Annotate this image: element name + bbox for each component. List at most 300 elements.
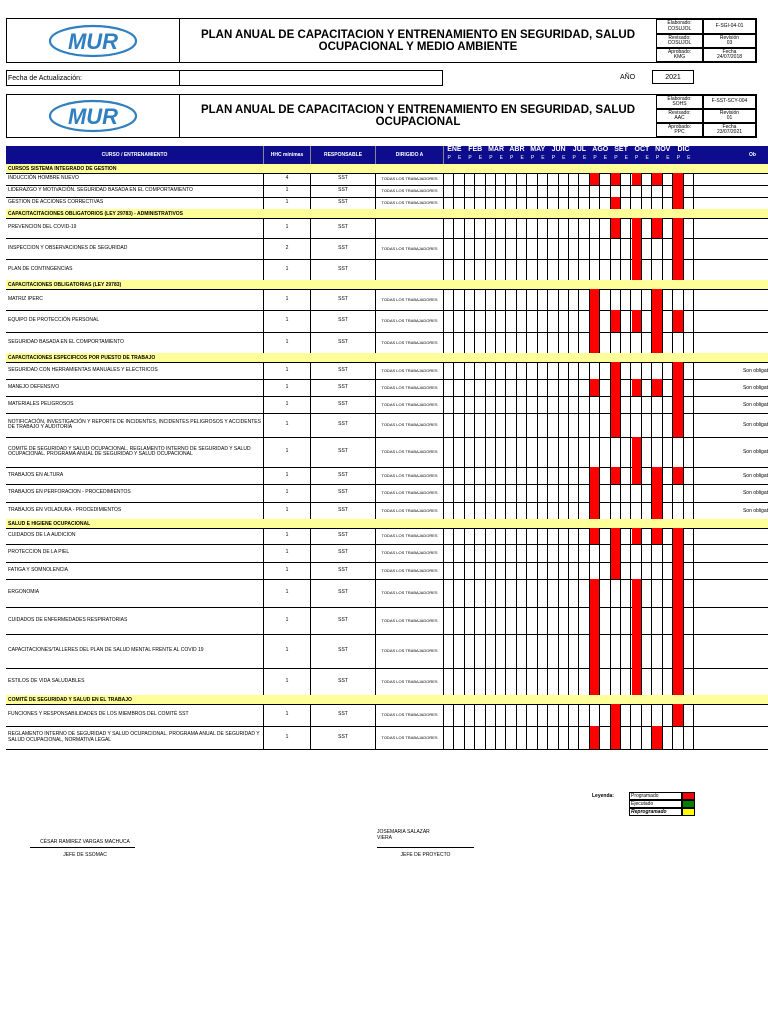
- col-dirigido-header: DIRIGIDO A: [376, 146, 444, 164]
- programmed-cell: [611, 396, 621, 413]
- schedule-cell: [454, 484, 464, 502]
- dirigido-a: TODAS LOS TRABAJADORES: [376, 528, 444, 544]
- col-curso-header: CURSO / ENTRENAMIENTO: [6, 146, 264, 164]
- schedule-cell: [652, 544, 662, 562]
- schedule-cell: [465, 607, 475, 634]
- schedule-cell: [663, 332, 673, 353]
- schedule-cell: [496, 185, 506, 197]
- table-row: [6, 502, 768, 520]
- course-name: CUIDADOS DE ENFERMEDADES RESPIRATORIAS: [6, 607, 264, 634]
- schedule-cell: [611, 332, 621, 353]
- schedule-cell: [465, 668, 475, 695]
- schedule-cell: [642, 544, 652, 562]
- observation: Son obligat: [742, 401, 768, 408]
- course-name: INSPECCION Y OBSERVACIONES DE SEGURIDAD: [6, 238, 264, 259]
- dirigido-a: TODAS LOS TRABAJADORES: [376, 607, 444, 634]
- schedule-cell: [517, 562, 527, 579]
- hhc-value: 1: [264, 259, 311, 280]
- schedule-cell: [559, 396, 569, 413]
- schedule-cell: [663, 362, 673, 379]
- programmed-cell: [590, 484, 600, 502]
- table-row: [6, 413, 768, 438]
- responsable: SST: [311, 173, 376, 185]
- dirigido-a: TODAS LOS TRABAJADORES: [376, 379, 444, 396]
- schedule-cell: [465, 528, 475, 544]
- schedule-cell: [569, 259, 579, 280]
- signature-2-line: [377, 847, 474, 848]
- schedule-cell: [496, 259, 506, 280]
- programmed-cell: [632, 259, 642, 280]
- schedule-cell: [548, 238, 558, 259]
- responsable: SST: [311, 502, 376, 519]
- schedule-cell: [538, 413, 548, 437]
- schedule-cell: [621, 413, 631, 437]
- schedule-cell: [559, 502, 569, 519]
- signature-1-line: [30, 847, 135, 848]
- schedule-cell: [496, 218, 506, 238]
- schedule-cell: [548, 413, 558, 437]
- schedule-cell: [527, 259, 537, 280]
- programmed-cell: [673, 173, 683, 185]
- schedule-cell: [590, 238, 600, 259]
- schedule-cell: [621, 173, 631, 185]
- schedule-cell: [454, 332, 464, 353]
- schedule-cell: [621, 668, 631, 695]
- schedule-cell: [517, 310, 527, 332]
- schedule-cell: [486, 413, 496, 437]
- schedule-cell: [496, 396, 506, 413]
- programmed-cell: [590, 310, 600, 332]
- schedule-cell: [465, 726, 475, 749]
- schedule-cell: [663, 218, 673, 238]
- schedule-cell: [642, 238, 652, 259]
- month-0: ENE: [444, 146, 465, 155]
- schedule-cell: [486, 197, 496, 209]
- course-name: ESTILOS DE VIDA SALUDABLES: [6, 668, 264, 695]
- dirigido-a: [376, 259, 444, 280]
- schedule-cell: [632, 362, 642, 379]
- schedule-cell: [527, 634, 537, 668]
- schedule-cell: [548, 362, 558, 379]
- schedule-cell: [673, 332, 683, 353]
- schedule-cell: [652, 396, 662, 413]
- section-title: CAPACITACIONES OBLIGATORIAS (LEY 29783): [8, 281, 122, 288]
- hhc-value: 1: [264, 668, 311, 695]
- schedule-cell: [444, 185, 454, 197]
- course-name: COMITÉ DE SEGURIDAD Y SALUD OCUPACIONAL. REGLAMENTO INTERNO DE SEGURIDAD Y SALUD OCUPACIONAL. PROGRAMA ANUAL DE SEGURIDAD Y SALUD OCUPACIONAL: [6, 437, 264, 467]
- schedule-cell: [559, 259, 569, 280]
- schedule-cell: [684, 668, 694, 695]
- course-name: LIDERAZGO Y MOTIVACIÓN. SEGURIDAD BASADA EN EL COMPORTAMIENTO: [6, 185, 264, 197]
- schedule-cell: [559, 310, 569, 332]
- course-name: PREVENCION DEL COVID-19: [6, 218, 264, 238]
- schedule-cell: [517, 289, 527, 310]
- schedule-cell: [486, 634, 496, 668]
- schedule-cell: [621, 502, 631, 519]
- schedule-cell: [611, 579, 621, 607]
- month-3: ABR: [507, 146, 528, 155]
- schedule-cell: [548, 173, 558, 185]
- schedule-cell: [652, 437, 662, 467]
- schedule-cell: [621, 259, 631, 280]
- dirigido-a: TODAS LOS TRABAJADORES: [376, 579, 444, 607]
- section-title: COMITÉ DE SEGURIDAD Y SALUD EN EL TRABAJO: [8, 696, 132, 703]
- table-row: [6, 579, 768, 608]
- schedule-cell: [663, 185, 673, 197]
- responsable: SST: [311, 379, 376, 396]
- schedule-cell: [444, 396, 454, 413]
- programmed-cell: [632, 579, 642, 607]
- programmed-cell: [611, 197, 621, 209]
- schedule-cell: [475, 668, 485, 695]
- schedule-cell: [600, 562, 610, 579]
- schedule-cell: [569, 668, 579, 695]
- schedule-cell: [496, 607, 506, 634]
- schedule-cell: [475, 218, 485, 238]
- schedule-cell: [642, 218, 652, 238]
- schedule-cell: [465, 259, 475, 280]
- document-title-2: PLAN ANUAL DE CAPACITACION Y ENTRENAMIENTO EN SEGURIDAD, SALUD OCUPACIONAL: [200, 104, 636, 128]
- ejecutado-col: E: [579, 155, 589, 164]
- schedule-cell: [444, 484, 454, 502]
- schedule-cell: [444, 579, 454, 607]
- schedule-cell: [475, 197, 485, 209]
- schedule-cell: [538, 185, 548, 197]
- schedule-cell: [527, 185, 537, 197]
- schedule-cell: [465, 502, 475, 519]
- schedule-cell: [600, 332, 610, 353]
- schedule-cell: [444, 668, 454, 695]
- schedule-cell: [642, 197, 652, 209]
- schedule-cell: [621, 362, 631, 379]
- schedule-cell: [600, 413, 610, 437]
- col-hhc-header: HHC mínimas: [264, 146, 311, 164]
- schedule-cell: [527, 396, 537, 413]
- schedule-cell: [454, 413, 464, 437]
- programmed-cell: [652, 502, 662, 519]
- programmed-cell: [673, 579, 683, 607]
- schedule-cell: [590, 259, 600, 280]
- schedule-cell: [527, 332, 537, 353]
- schedule-cell: [444, 528, 454, 544]
- schedule-cell: [496, 528, 506, 544]
- section-title: CURSOS SISTEMA INTEGRADO DE GESTION: [8, 165, 117, 172]
- schedule-cell: [496, 668, 506, 695]
- update-date-value: [179, 70, 443, 86]
- course-name: FUNCIONES Y RESPONSABILIDADES DE LOS MIEMBROS DEL COMITÉ SST: [6, 704, 264, 726]
- schedule-cell: [663, 379, 673, 396]
- hhc-value: 1: [264, 607, 311, 634]
- schedule-cell: [454, 579, 464, 607]
- dirigido-a: TODAS LOS TRABAJADORES: [376, 197, 444, 209]
- schedule-cell: [548, 704, 558, 726]
- programmed-cell: [652, 173, 662, 185]
- schedule-cell: [465, 467, 475, 484]
- schedule-cell: [548, 579, 558, 607]
- schedule-cell: [517, 238, 527, 259]
- logo-mur-2: [7, 95, 180, 137]
- responsable: SST: [311, 579, 376, 607]
- responsable: SST: [311, 704, 376, 726]
- schedule-cell: [486, 396, 496, 413]
- table-row: [6, 668, 768, 696]
- schedule-cell: [496, 634, 506, 668]
- schedule-cell: [621, 544, 631, 562]
- schedule-cell: [642, 668, 652, 695]
- programado-col: P: [590, 155, 600, 164]
- schedule-cell: [507, 579, 517, 607]
- hhc-value: 1: [264, 528, 311, 544]
- schedule-cell: [600, 528, 610, 544]
- observation: Son obligat: [742, 472, 768, 479]
- hhc-value: 1: [264, 310, 311, 332]
- schedule-cell: [569, 396, 579, 413]
- schedule-cell: [559, 289, 569, 310]
- schedule-cell: [527, 579, 537, 607]
- legend-title: Leyenda:: [592, 793, 614, 799]
- schedule-cell: [496, 544, 506, 562]
- schedule-cell: [652, 413, 662, 437]
- schedule-cell: [507, 362, 517, 379]
- schedule-cell: [454, 289, 464, 310]
- schedule-cell: [559, 726, 569, 749]
- schedule-cell: [548, 484, 558, 502]
- schedule-cell: [538, 218, 548, 238]
- schedule-cell: [559, 668, 569, 695]
- schedule-cell: [684, 634, 694, 668]
- schedule-cell: [444, 379, 454, 396]
- hhc-value: 1: [264, 289, 311, 310]
- schedule-cell: [663, 173, 673, 185]
- schedule-cell: [621, 238, 631, 259]
- hhc-value: 1: [264, 562, 311, 579]
- schedule-cell: [642, 173, 652, 185]
- schedule-cell: [486, 379, 496, 396]
- programmed-cell: [590, 528, 600, 544]
- schedule-cell: [663, 467, 673, 484]
- responsable: SST: [311, 218, 376, 238]
- schedule-cell: [652, 197, 662, 209]
- dirigido-a: TODAS LOS TRABAJADORES: [376, 173, 444, 185]
- programmed-cell: [673, 238, 683, 259]
- schedule-cell: [611, 289, 621, 310]
- schedule-cell: [579, 173, 589, 185]
- schedule-cell: [590, 362, 600, 379]
- schedule-cell: [663, 484, 673, 502]
- schedule-cell: [507, 259, 517, 280]
- schedule-cell: [642, 528, 652, 544]
- schedule-cell: [454, 502, 464, 519]
- programmed-cell: [590, 173, 600, 185]
- schedule-cell: [517, 544, 527, 562]
- schedule-cell: [527, 528, 537, 544]
- header-block-1: [6, 18, 757, 63]
- schedule-cell: [475, 238, 485, 259]
- course-name: MATRIZ IPERC: [6, 289, 264, 310]
- schedule-cell: [663, 634, 673, 668]
- programmed-cell: [590, 502, 600, 519]
- programmed-cell: [673, 310, 683, 332]
- schedule-cell: [517, 634, 527, 668]
- schedule-cell: [684, 413, 694, 437]
- observation: Son obligat: [742, 384, 768, 391]
- course-name: MATERIALES PELIGROSOS: [6, 396, 264, 413]
- schedule-cell: [444, 704, 454, 726]
- schedule-cell: [600, 544, 610, 562]
- schedule-cell: [579, 528, 589, 544]
- programmed-cell: [632, 173, 642, 185]
- dirigido-a: TODAS LOS TRABAJADORES: [376, 726, 444, 749]
- schedule-cell: [684, 259, 694, 280]
- schedule-cell: [652, 668, 662, 695]
- legend-programado-swatch: [682, 792, 695, 800]
- legend-ejecutado-label: Ejecutado: [629, 800, 682, 808]
- schedule-cell: [621, 634, 631, 668]
- programmed-cell: [632, 634, 642, 668]
- schedule-cell: [444, 413, 454, 437]
- schedule-cell: [465, 484, 475, 502]
- schedule-cell: [475, 413, 485, 437]
- schedule-cell: [538, 668, 548, 695]
- table-header: [6, 146, 768, 164]
- schedule-cell: [444, 562, 454, 579]
- responsable: SST: [311, 528, 376, 544]
- schedule-cell: [517, 413, 527, 437]
- month-2: MAR: [486, 146, 507, 155]
- schedule-cell: [548, 562, 558, 579]
- dirigido-a: TODAS LOS TRABAJADORES: [376, 544, 444, 562]
- schedule-cell: [684, 579, 694, 607]
- schedule-cell: [527, 726, 537, 749]
- schedule-cell: [579, 562, 589, 579]
- schedule-cell: [621, 289, 631, 310]
- schedule-cell: [621, 218, 631, 238]
- schedule-cell: [652, 238, 662, 259]
- schedule-cell: [579, 467, 589, 484]
- schedule-cell: [475, 173, 485, 185]
- schedule-cell: [579, 726, 589, 749]
- schedule-cell: [569, 607, 579, 634]
- schedule-cell: [486, 238, 496, 259]
- schedule-cell: [579, 413, 589, 437]
- schedule-cell: [527, 310, 537, 332]
- course-name: INDUCCIÓN HOMBRE NUEVO: [6, 173, 264, 185]
- schedule-cell: [517, 259, 527, 280]
- table-row: [6, 528, 768, 545]
- responsable: SST: [311, 362, 376, 379]
- schedule-cell: [538, 484, 548, 502]
- legend-reprogramado-label: Reprogramado: [629, 808, 682, 816]
- schedule-cell: [507, 704, 517, 726]
- doc-meta-1: Elaborado: COSUJOL F-SGI-04-01 Revisado: COSUJOL Revisión 03 Aprobado: KMG Fecha 24/07/2018: [656, 19, 756, 62]
- schedule-cell: [548, 289, 558, 310]
- schedule-cell: [590, 562, 600, 579]
- section-title: CAPACITACIONES ESPECIFICOS POR PUESTO DE TRABAJO: [8, 354, 156, 361]
- schedule-cell: [548, 726, 558, 749]
- schedule-cell: [663, 528, 673, 544]
- schedule-cell: [663, 726, 673, 749]
- schedule-cell: [632, 413, 642, 437]
- schedule-cell: [548, 528, 558, 544]
- schedule-cell: [632, 185, 642, 197]
- course-name: SEGURIDAD CON HERRAMIENTAS MANUALES Y ELECTRICOS: [6, 362, 264, 379]
- schedule-cell: [475, 528, 485, 544]
- table-row: [6, 544, 768, 563]
- schedule-cell: [517, 437, 527, 467]
- schedule-cell: [465, 437, 475, 467]
- schedule-cell: [621, 607, 631, 634]
- dirigido-a: TODAS LOS TRABAJADORES: [376, 413, 444, 437]
- schedule-cell: [642, 562, 652, 579]
- schedule-cell: [642, 726, 652, 749]
- schedule-cell: [569, 185, 579, 197]
- hhc-value: 1: [264, 396, 311, 413]
- svg-text:MUR: MUR: [67, 28, 119, 54]
- schedule-cell: [684, 379, 694, 396]
- schedule-cell: [548, 607, 558, 634]
- schedule-cell: [475, 704, 485, 726]
- schedule-cell: [579, 437, 589, 467]
- programmed-cell: [611, 218, 621, 238]
- legend-programado-label: Programado: [629, 792, 682, 800]
- schedule-cell: [538, 396, 548, 413]
- schedule-cell: [548, 544, 558, 562]
- schedule-cell: [611, 484, 621, 502]
- schedule-cell: [559, 704, 569, 726]
- signature-1-role: JEFE DE SSOMAC: [63, 852, 107, 858]
- schedule-cell: [538, 544, 548, 562]
- schedule-cell: [496, 562, 506, 579]
- schedule-cell: [673, 502, 683, 519]
- dirigido-a: TODAS LOS TRABAJADORES: [376, 362, 444, 379]
- schedule-cell: [663, 437, 673, 467]
- schedule-cell: [642, 362, 652, 379]
- programado-col: P: [652, 155, 662, 164]
- schedule-cell: [600, 484, 610, 502]
- schedule-cell: [486, 185, 496, 197]
- schedule-cell: [517, 218, 527, 238]
- programmed-cell: [673, 185, 683, 197]
- schedule-cell: [548, 218, 558, 238]
- schedule-cell: [527, 607, 537, 634]
- schedule-cell: [454, 185, 464, 197]
- schedule-cell: [507, 185, 517, 197]
- schedule-cell: [600, 467, 610, 484]
- responsable: SST: [311, 185, 376, 197]
- hhc-value: 1: [264, 726, 311, 749]
- table-row: [6, 289, 768, 311]
- schedule-cell: [611, 668, 621, 695]
- schedule-cell: [475, 332, 485, 353]
- month-6: JUL: [569, 146, 590, 155]
- schedule-cell: [684, 396, 694, 413]
- schedule-cell: [600, 218, 610, 238]
- schedule-cell: [600, 726, 610, 749]
- schedule-cell: [559, 362, 569, 379]
- schedule-cell: [527, 289, 537, 310]
- schedule-cell: [444, 502, 454, 519]
- month-10: NOV: [652, 146, 673, 155]
- schedule-cell: [486, 562, 496, 579]
- dirigido-a: TODAS LOS TRABAJADORES: [376, 437, 444, 467]
- schedule-cell: [559, 185, 569, 197]
- programmed-cell: [673, 544, 683, 562]
- programmed-cell: [673, 634, 683, 668]
- schedule-cell: [444, 437, 454, 467]
- schedule-cell: [652, 579, 662, 607]
- schedule-cell: [475, 634, 485, 668]
- table-row: [6, 238, 768, 260]
